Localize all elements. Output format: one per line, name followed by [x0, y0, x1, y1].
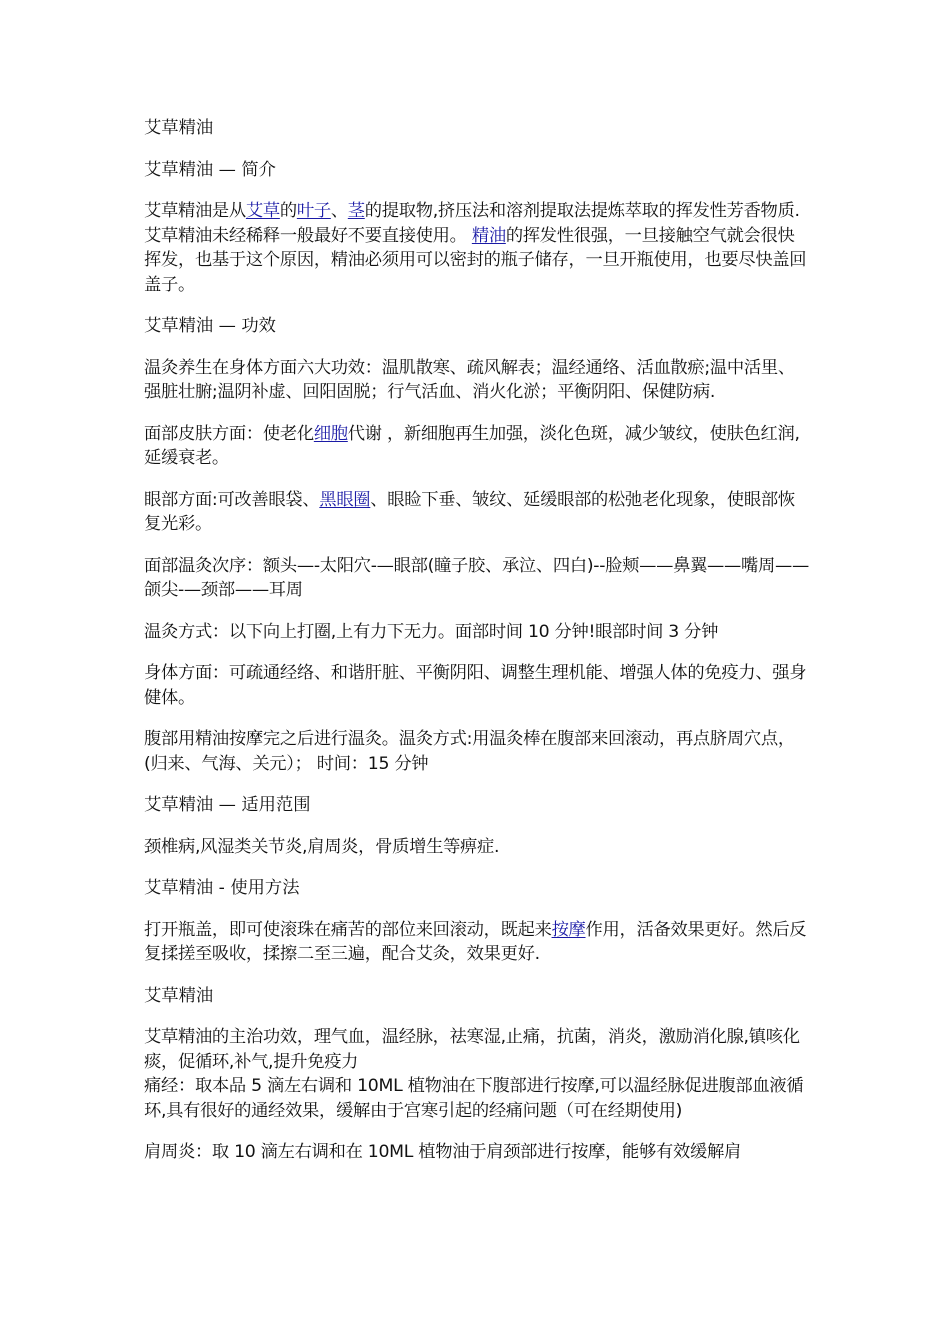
section-heading-scope: 艾草精油 — 适用范围: [144, 795, 311, 815]
link-heiyanquan[interactable]: 黑眼圈: [319, 489, 371, 510]
section-heading-usage: 艾草精油 - 使用方法: [144, 878, 300, 898]
link-jingyou[interactable]: 精油: [471, 225, 506, 246]
face-text: 代谢 ，新细胞再生加强，淡化色斑，减少皱纹，使肤色红润,延缓衰老。: [144, 423, 800, 468]
section-heading-title2: 艾草精油: [144, 985, 214, 1006]
usage-paragraph: [144, 918, 809, 967]
section-heading-intro: 艾草精油 — 简介: [144, 159, 276, 180]
face-paragraph: [144, 422, 809, 471]
intro-text: 、: [330, 201, 348, 221]
usage-text: 打开瓶盖，即可使滚珠在痛苦的部位来回滚动，既起来: [144, 919, 552, 940]
link-aicao[interactable]: 艾草: [245, 201, 280, 221]
link-yezi[interactable]: 叶子: [296, 201, 331, 221]
document-title: 艾草精油: [144, 118, 214, 138]
body-paragraph: 身体方面：可疏通经络、和谐肝脏、平衡阴阳、调整生理机能、增强人体的免疫力、强身健体。: [144, 663, 807, 708]
main-effect-paragraph: 艾草精油的主治功效，理气血，温经脉，祛寒湿,止痛，抗菌，消炎，激励消化腺,镇咳化痰，促循环,补气,提升免疫力: [144, 1027, 800, 1072]
eye-text: 、眼睑下垂、皱纹、延缓眼部的松弛老化现象，使眼部恢复光彩。: [144, 489, 795, 534]
intro-text: 的提取物,挤压法和溶剂提取法提炼萃取的挥发性芳香物质.艾草精油未经稀释一般最好不要直接使用。: [144, 201, 800, 246]
intro-text: 艾草精油是从: [144, 201, 246, 221]
intro-paragraph: [144, 199, 809, 297]
abdomen-paragraph: 腹部用精油按摩完之后进行温灸。温灸方式:用温灸棒在腹部来回滚动，再点脐周穴点，(归来、气海、关元）； 时间：15 分钟: [144, 729, 795, 774]
link-xibao[interactable]: 细胞: [313, 423, 348, 444]
eye-text: 眼部方面:可改善眼袋、: [144, 489, 320, 510]
section-heading-effect: 艾草精油 — 功效: [144, 316, 276, 336]
shoulder-paragraph: 肩周炎：取 10 滴左右调和在 10ML 植物油于肩颈部进行按摩，能够有效缓解肩: [144, 1142, 741, 1162]
document-page: [144, 116, 809, 1182]
link-jing[interactable]: 茎: [347, 201, 365, 221]
moxa-method-paragraph: 温灸方式：以下向上打圈,上有力下无力。面部时间 10 分钟!眼部时间 3 分钟: [144, 621, 719, 642]
scope-paragraph: 颈椎病,风湿类关节炎,肩周炎，骨质增生等痹症.: [144, 836, 500, 857]
dysmenorrhea-paragraph: 痛经：取本品 5 滴左右调和 10ML 植物油在下腹部进行按摩,可以温经脉促进腹部血液循环,具有很好的通经效果，缓解由于宫寒引起的经痛问题（可在经期使用): [144, 1076, 804, 1121]
eye-paragraph: [144, 488, 809, 537]
face-text: 面部皮肤方面：使老化: [144, 423, 314, 444]
usage-text: 作用，活备效果更好。然后反复揉搓至吸收，揉擦二至三遍，配合艾灸，效果更好.: [144, 919, 807, 964]
face-order-paragraph: 面部温灸次序：额头—-太阳穴-—眼部(瞳子胶、承泣、四白)--脸颊——鼻翼——嘴周——颌尖-—颈部——耳周: [144, 555, 809, 600]
intro-text: 的挥发性很强，一旦接触空气就会很快挥发，也基于这个原因，精油必须用可以密封的瓶子储存，一旦开瓶使用，也要尽快盖回盖子。: [144, 225, 807, 295]
effect-general-paragraph: 温灸养生在身体方面六大功效：温肌散寒、疏风解表；温经通络、活血散瘀;温中活里、强脏壮腑;温阴补虚、回阳固脱；行气活血、消火化淤；平衡阴阳、保健防病.: [144, 357, 795, 402]
intro-text: 的: [279, 201, 297, 221]
link-anmo[interactable]: 按摩: [551, 919, 586, 940]
